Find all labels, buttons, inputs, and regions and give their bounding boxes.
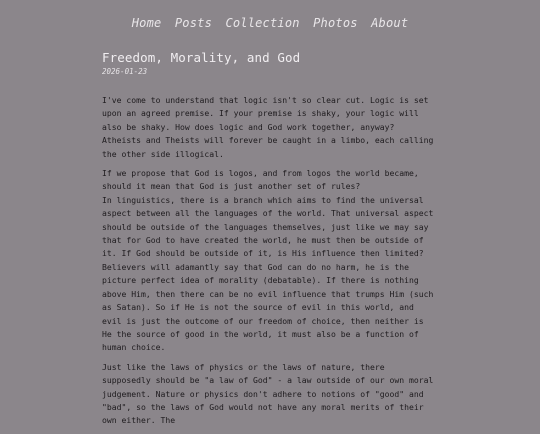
post-title: Freedom, Morality, and God [102, 50, 301, 65]
post-paragraph: In linguistics, there is a branch which aims to find the universal aspect between all the languages of the world. That universal aspect should be outside of the languages themselves, just like we may say that for God to have created the world, he must then be outside of it. If God should be outside of it, is His influence then limited? Believers will adamantly say that God can do no harm, he is the picture perfect idea of morality (debatable). If there is nothing above Him, then there can be no evil influence that trumps Him (such as Satan). So if He is not the source of evil in this world, and evil is just the outcome of our freedom of choice, then neither is He the source of good in the world, it must also be a function of human choice. [102, 194, 434, 353]
nav-collection-link[interactable]: Collection [225, 16, 300, 30]
post-body [102, 94, 438, 428]
post-paragraph: Just like the laws of physics or the laws of nature, there supposedly should be "a law of God" - a law outside of our own moral judgement. Nature or physics don't adhere to notions of "good" and "bad", so the laws of God would not have any moral merits of their own either. The [102, 361, 434, 426]
post-paragraph: If we propose that God is logos, and from logos the world became, should it mean that God is just another set of rules? [102, 168, 419, 192]
nav-home-link[interactable]: Home [131, 16, 162, 30]
nav-posts-link[interactable]: Posts [174, 16, 212, 30]
top-nav [0, 16, 540, 30]
nav-about-link[interactable]: About [371, 16, 409, 30]
post-date: 2026-01-23 [102, 67, 148, 76]
nav-photos-link[interactable]: Photos [313, 16, 358, 30]
post-article [102, 50, 438, 434]
post-paragraph: I've come to understand that logic isn't so clear cut. Logic is set upon an agreed premise. If your premise is shaky, your logic will also be shaky. How does logic and God work together, anyway? Atheists and Theists will forever be caught in a limbo, each calling the other side illogical. [102, 95, 434, 159]
